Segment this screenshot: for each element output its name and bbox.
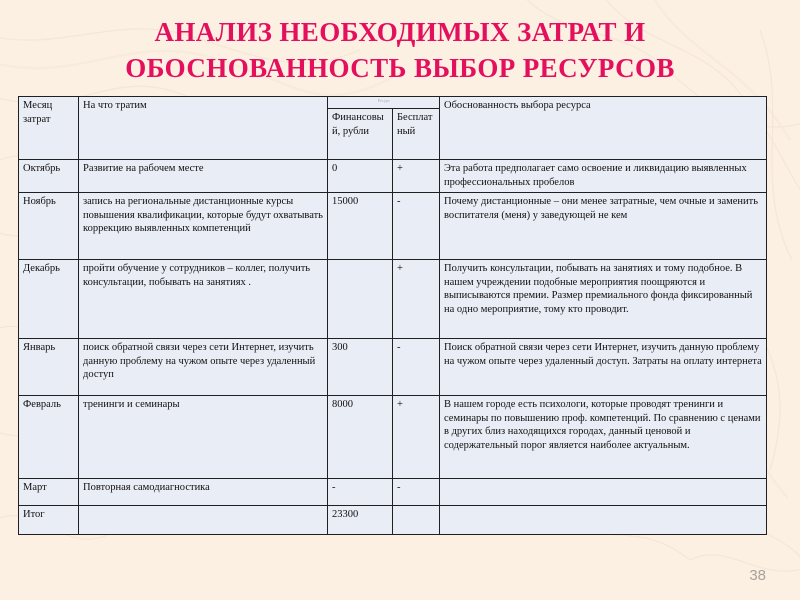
cell-financial: 0: [328, 160, 393, 193]
cell-what: поиск обратной связи через сети Интернет, изучить данную проблему на чужом опыте через удаленный доступ: [79, 339, 328, 396]
cell-reason: Получить консультации, побывать на занятиях и тому подобное. В нашем учреждении подобные мероприятия поощряются и выписываются премии. Размер премиального фонда фиксированный на одно мероприятие, тому кто проводит.: [440, 260, 767, 339]
cell-free: +: [393, 260, 440, 339]
cell-reason: [440, 479, 767, 506]
header-what: На что тратим: [79, 97, 328, 160]
cell-reason: Поиск обратной связи через сети Интернет, изучить данную проблему на чужом опыте через удаленный доступ. Затраты на оплату интернета: [440, 339, 767, 396]
header-resource-group: [328, 97, 440, 109]
table-row: [19, 396, 767, 479]
page-title-line-1: АНАЛИЗ НЕОБХОДИМЫХ ЗАТРАТ И: [154, 17, 646, 47]
cell-what: Развитие на рабочем месте: [79, 160, 328, 193]
cell-financial: 8000: [328, 396, 393, 479]
cell-financial: -: [328, 479, 393, 506]
table-row: [19, 193, 767, 260]
cell-free: +: [393, 396, 440, 479]
cell-reason: Почему дистанционные – они менее затратные, чем очные и заменить воспитателя (меня) у заведующей не кем: [440, 193, 767, 260]
cell-month: Март: [19, 479, 79, 506]
table-header-row-top: [19, 97, 767, 109]
header-financial: Финансовый, рубли: [328, 109, 393, 160]
cell-total-label: Итог: [19, 506, 79, 535]
cell-financial: 15000: [328, 193, 393, 260]
cell-month: Октябрь: [19, 160, 79, 193]
table-row: [19, 479, 767, 506]
cell-what: запись на региональные дистанционные курсы повышения квалификации, которые будут охватывать коррекцию выявленных компетенций: [79, 193, 328, 260]
table-row: [19, 260, 767, 339]
table-row: [19, 160, 767, 193]
cell-month: Декабрь: [19, 260, 79, 339]
table-row: [19, 339, 767, 396]
cell-what: тренинги и семинары: [79, 396, 328, 479]
cell-what: пройти обучение у сотрудников – коллег, получить консультации, побывать на занятиях .: [79, 260, 328, 339]
header-month: Месяц затрат: [19, 97, 79, 160]
cell-financial: [328, 260, 393, 339]
page-title: [0, 14, 800, 86]
cell-reason: В нашем городе есть психологи, которые проводят тренинги и семинары по повышению проф. компетенций. По сравнению с ценами в других близ находящихся городах, данный ценовой и содержательный порог является наиболее актуальным.: [440, 396, 767, 479]
cell-reason: Эта работа предполагает само освоение и ликвидацию выявленных профессиональных пробелов: [440, 160, 767, 193]
cost-table-container: [18, 96, 766, 535]
header-reason: Обоснованность выбора ресурса: [440, 97, 767, 160]
page-number: 38: [749, 567, 766, 584]
cell-month: Февраль: [19, 396, 79, 479]
cost-analysis-table: [18, 96, 767, 535]
header-free: Бесплатный: [393, 109, 440, 160]
cell-total-what: [79, 506, 328, 535]
cell-month: Ноябрь: [19, 193, 79, 260]
cell-month: Январь: [19, 339, 79, 396]
header-resource-group-label: Ресурс: [377, 99, 391, 103]
cell-financial: 300: [328, 339, 393, 396]
cell-total-free: [393, 506, 440, 535]
cell-free: -: [393, 479, 440, 506]
page-title-line-2: ОБОСНОВАННОСТЬ ВЫБОР РЕСУРСОВ: [125, 53, 675, 83]
cell-total-financial: 23300: [328, 506, 393, 535]
cell-free: -: [393, 339, 440, 396]
cell-free: -: [393, 193, 440, 260]
cell-total-reason: [440, 506, 767, 535]
cell-what: Повторная самодиагностика: [79, 479, 328, 506]
cell-free: +: [393, 160, 440, 193]
table-total-row: [19, 506, 767, 535]
